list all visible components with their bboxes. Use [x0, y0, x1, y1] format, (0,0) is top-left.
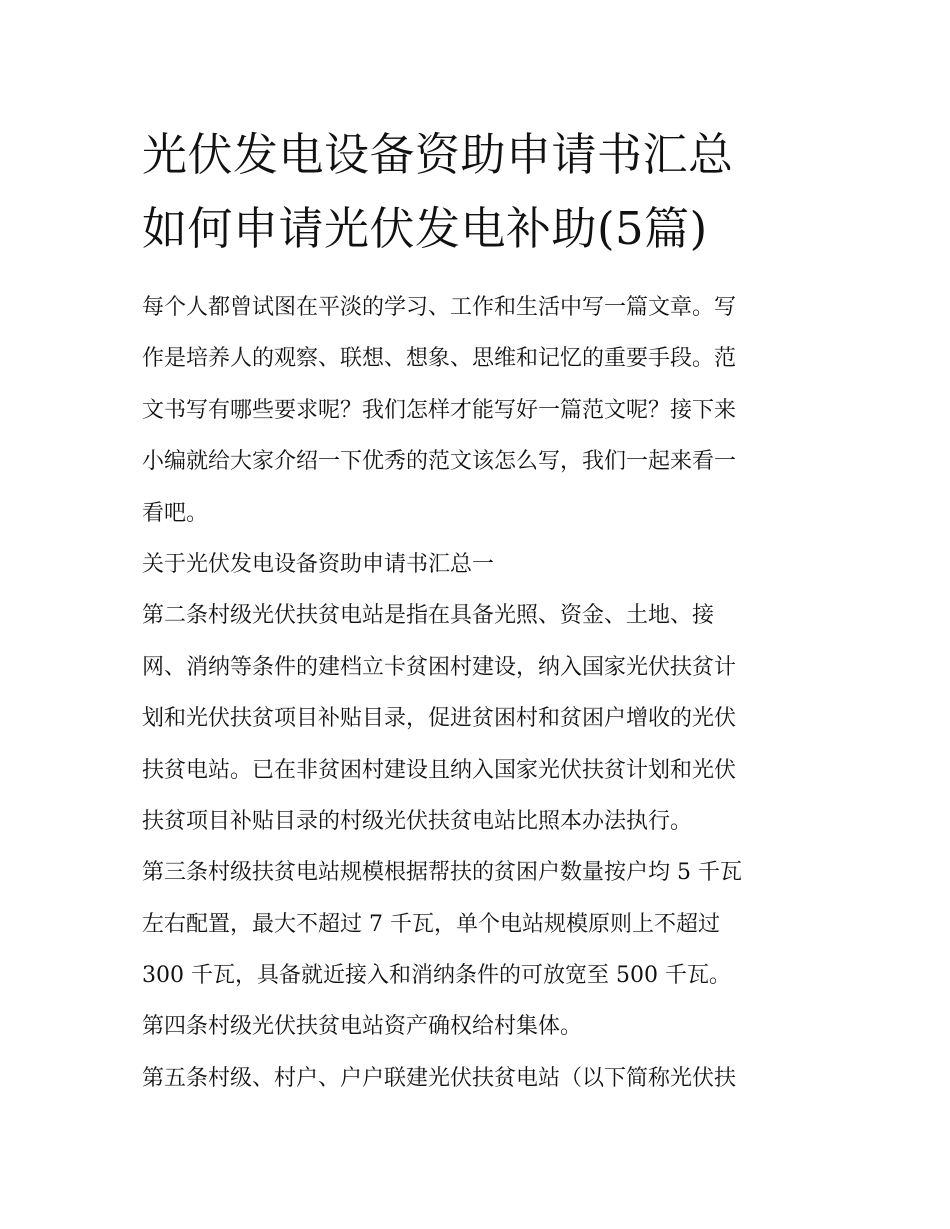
- document-title: [142, 118, 814, 266]
- body-line: 小编就给大家介绍一下优秀的范文该怎么写，我们一起来看一: [142, 449, 737, 475]
- document-body: [142, 282, 814, 1104]
- body-line: 看吧。: [142, 500, 209, 526]
- section-heading: 关于光伏发电设备资助申请书汇总一: [142, 551, 495, 577]
- body-line: 扶贫项目补贴目录的村级光伏扶贫电站比照本办法执行。: [142, 808, 693, 834]
- body-line: 扶贫电站。已在非贫困村建设且纳入国家光伏扶贫计划和光伏: [142, 757, 737, 783]
- body-line: 网、消纳等条件的建档立卡贫困村建设，纳入国家光伏扶贫计: [142, 654, 737, 680]
- document-content: [142, 118, 814, 1104]
- title-line-1: 光伏发电设备资助申请书汇总: [142, 128, 734, 181]
- body-line: 划和光伏扶贫项目补贴目录，促进贫困村和贫困户增收的光伏: [142, 706, 737, 732]
- body-line: 每个人都曾试图在平淡的学习、工作和生活中写一篇文章。写: [142, 295, 737, 320]
- body-line: 300 千瓦，具备就近接入和消纳条件的可放宽至 500 千瓦。: [142, 963, 731, 989]
- body-line: 第四条村级光伏扶贫电站资产确权给村集体。: [142, 1014, 583, 1040]
- body-line: 作是培养人的观察、联想、想象、思维和记忆的重要手段。范: [142, 346, 737, 372]
- title-line-2: 如何申请光伏发电补助(5篇): [142, 202, 708, 255]
- body-line: 第二条村级光伏扶贫电站是指在具备光照、资金、土地、接: [142, 603, 715, 629]
- body-line: 左右配置，最大不超过 7 千瓦，单个电站规模原则上不超过: [142, 911, 720, 937]
- body-line: 第五条村级、村户、户户联建光伏扶贫电站（以下简称光伏扶: [142, 1065, 737, 1091]
- body-line: 第三条村级扶贫电站规模根据帮扶的贫困户数量按户均 5 千瓦: [142, 860, 742, 886]
- body-line: 文书写有哪些要求呢？我们怎样才能写好一篇范文呢？接下来: [142, 397, 737, 423]
